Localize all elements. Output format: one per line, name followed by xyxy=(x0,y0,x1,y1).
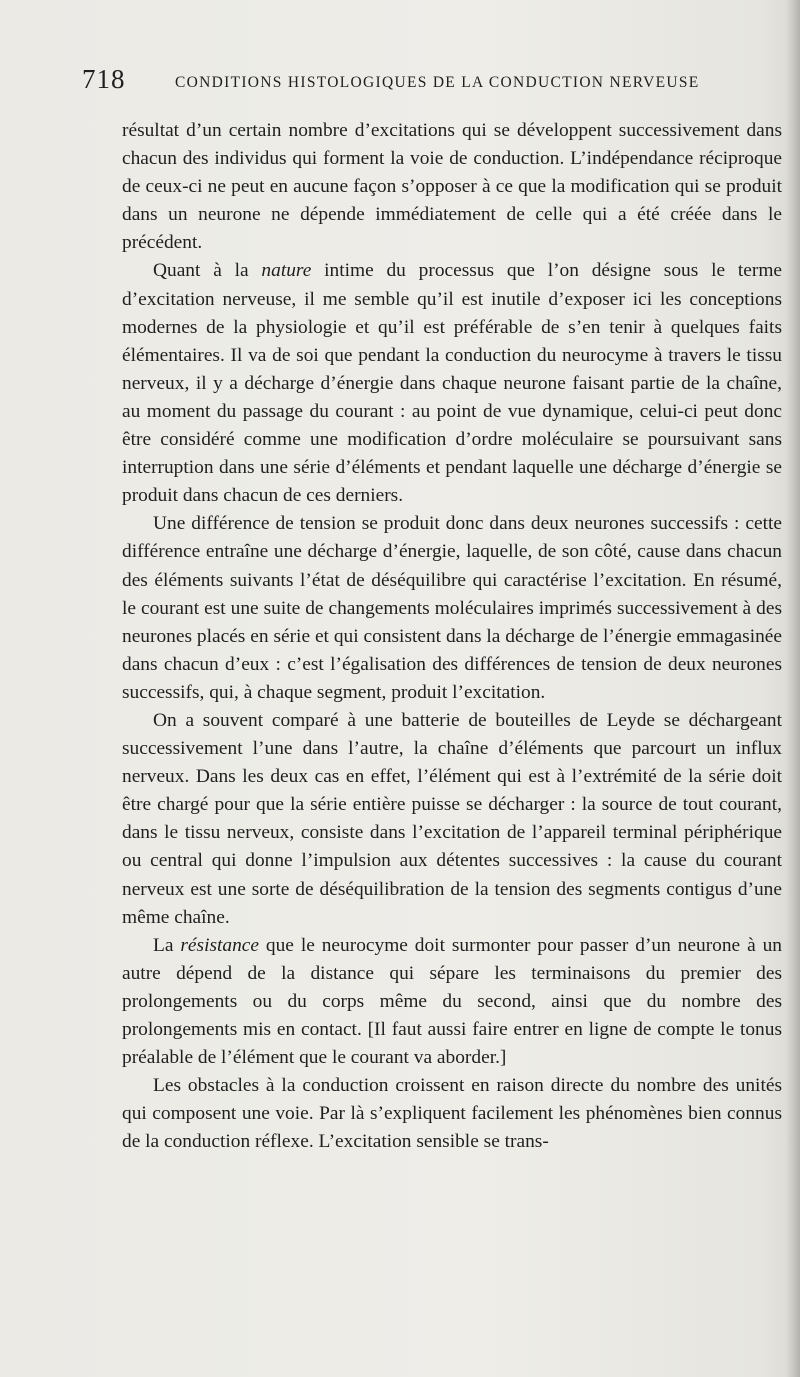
paragraph-2-start: Quant à la xyxy=(153,260,262,282)
page-number: 718 xyxy=(82,64,126,94)
emphasis-resistance: résistance xyxy=(180,934,259,956)
page-edge-shadow xyxy=(786,0,800,1377)
paragraph-5 xyxy=(122,932,782,1072)
paragraph-1: résultat d’un certain nombre d’excitations qui se développent successivement dans chacun des individus qui forment la voie de conduction. L’indépendance réciproque de ceux-ci ne peut en aucune façon s’opposer à ce que la modification qui se produit dans un neurone ne dépende immédiatement de celle qui a été créée dans le précédent. xyxy=(122,120,782,254)
paragraph-2 xyxy=(122,257,782,510)
paragraph-4: On a souvent comparé à une batterie de bouteilles de Leyde se déchargeant successivement l’une dans l’autre, la chaîne d’éléments que parcourt un influx nerveux. Dans les deux cas en effet, l’élément qui est à l’extrémité de la série doit être chargé pour que la série entière puisse se décharger : la source de tout courant, dans le tissu nerveux, consiste dans l’excitation de l’appareil terminal périphérique ou central qui donne l’impulsion aux détentes successives : la cause du courant nerveux est une sorte de déséquilibration de la tension des segments contigus d’une même chaîne. xyxy=(122,709,782,928)
page-header xyxy=(82,62,782,102)
paragraph-6: Les obstacles à la conduction croissent en raison directe du nombre des unités qui composent une voie. Par là s’expliquent facilement les phénomènes bien connus de la conduction réflexe. L’excitation sensible se trans- xyxy=(122,1075,782,1153)
body-text xyxy=(122,117,782,1156)
paragraph-5-rest: que le neurocyme doit surmonter pour passer d’un neurone à un autre dépend de la distance qui sépare les terminaisons du premier des prolongements ou du corps même du second, ainsi que du nombre des prolongements mis en contact. [Il faut aussi faire entrer en ligne de compte le tonus préalable de l’élément que le courant va aborder.] xyxy=(122,934,782,1069)
emphasis-nature: nature xyxy=(261,260,312,282)
running-title: CONDITIONS HISTOLOGIQUES DE LA CONDUCTION NERVEUSE xyxy=(175,74,700,91)
paragraph-5-start: La xyxy=(153,934,181,956)
paragraph-3: Une différence de tension se produit donc dans deux neurones successifs : cette différence entraîne une décharge d’énergie, laquelle, de son côté, cause dans chacun des éléments suivants l’état de déséquilibre qui caractérise l’excitation. En résumé, le courant est une suite de changements moléculaires imprimés successivement à des neurones placés en série et qui consistent dans la décharge de l’énergie emmagasinée dans chacun d’eux : c’est l’égalisation des différences de tension de deux neurones successifs, qui, à chaque segment, produit l’excitation. xyxy=(122,513,782,703)
paragraph-2-rest: intime du processus que l’on désigne sous le terme d’excitation nerveuse, il me semble qu’il est inutile d’exposer ici les conceptions modernes de la physiologie et qu’il est préférable de s’en tenir à quelques faits élémentaires. Il va de soi que pendant la conduction du neurocyme à travers le tissu nerveux, il y a décharge d’énergie dans chaque neurone faisant partie de la chaîne, au moment du passage du courant : au point de vue dynamique, celui-ci peut donc être considéré comme une modification d’ordre moléculaire se poursuivant sans interruption dans une série d’éléments et pendant laquelle une décharge d’énergie se produit dans chacun de ces derniers. xyxy=(122,260,783,507)
